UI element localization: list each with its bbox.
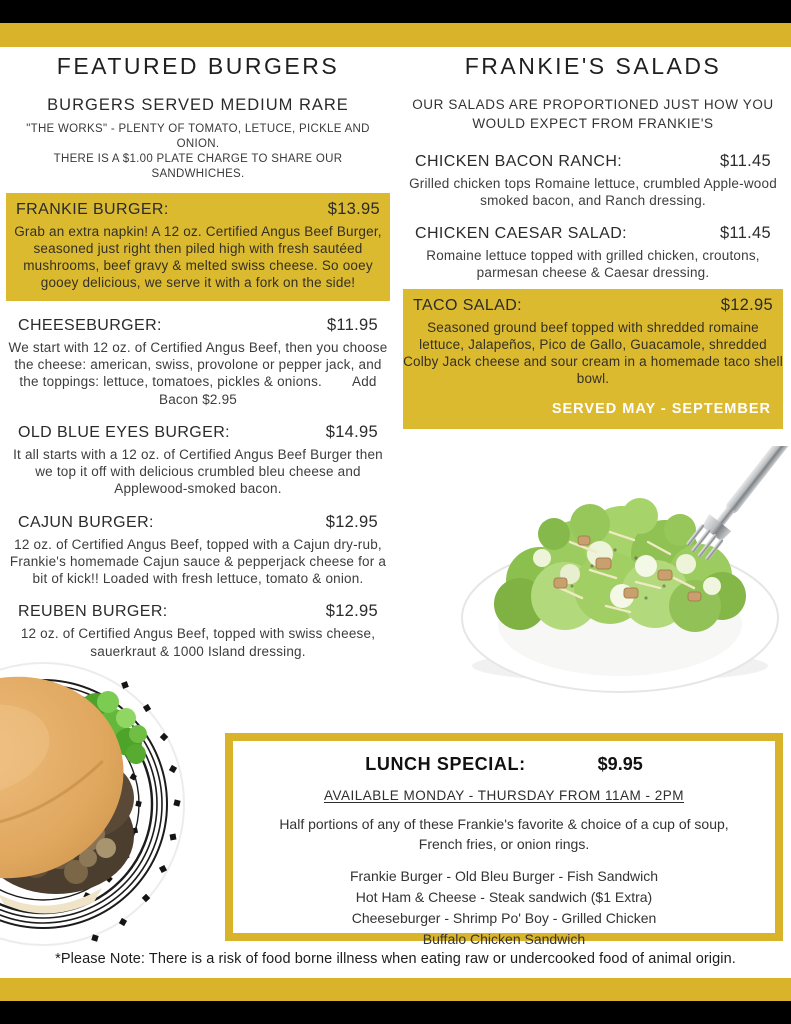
- item-header: [6, 602, 390, 621]
- featured-burgers-section: [6, 52, 390, 660]
- item-name: FRANKIE BURGER:: [16, 200, 169, 218]
- item-header: [6, 316, 390, 335]
- burgers-note-line1: "THE WORKS" - PLENTY OF TOMATO, LETUCE, PICKLE AND ONION.: [26, 122, 370, 150]
- food-safety-note: *Please Note: There is a risk of food borne illness when eating raw or undercooked food of animal origin.: [55, 951, 736, 967]
- item-price: $12.95: [720, 295, 773, 314]
- item-header: [6, 423, 390, 442]
- menu-item-frankie-burger: [6, 193, 390, 301]
- lunch-special-description: Half portions of any of these Frankie's favorite & choice of a cup of soup, French fries, or onion rings.: [279, 816, 729, 852]
- bottom-gold-bar: [0, 978, 791, 1001]
- item-price: $12.95: [325, 602, 378, 621]
- item-description: 12 oz. of Certified Angus Beef, topped with swiss cheese, sauerkraut & 1000 Island dressing.: [20, 626, 376, 659]
- item-name: CHICKEN BACON RANCH:: [415, 152, 623, 170]
- item-description: Romaine lettuce topped with grilled chicken, croutons, parmesan cheese & Caesar dressing.: [426, 248, 760, 281]
- top-black-bar: [0, 0, 791, 23]
- item-price: $11.45: [719, 151, 771, 170]
- item-description: Seasoned ground beef topped with shredded romaine lettuce, Jalapeños, Pico de Gallo, Guacamole, shredded Colby Jack cheese and sour cream in a homemade taco shell bowl.: [403, 319, 783, 387]
- lunch-special-header: [233, 754, 775, 775]
- lunch-special-availability: AVAILABLE MONDAY - THURSDAY FROM 11AM - 2PM: [323, 788, 685, 803]
- item-description-text: We start with 12 oz. of Certified Angus Beef, then you choose the cheese: american, swiss, provolone or pepper jack, and the toppings: lettuce, tomatoes, pickles & onions.: [8, 339, 388, 390]
- item-price: $13.95: [327, 199, 380, 218]
- menu-item-cheeseburger: [6, 316, 390, 408]
- menu-item-chicken-bacon-ranch: [403, 152, 783, 210]
- item-price: $12.95: [325, 512, 378, 531]
- burgers-subtitle: BURGERS SERVED MEDIUM RARE: [47, 95, 349, 114]
- item-header: [403, 152, 783, 171]
- item-price: $11.95: [326, 315, 378, 334]
- item-name: TACO SALAD:: [413, 296, 523, 314]
- item-header: [403, 296, 783, 315]
- salads-subtitle: OUR SALADS ARE PROPORTIONED JUST HOW YOU WOULD EXPECT FROM FRANKIE'S: [412, 96, 774, 131]
- lunch-special-box: [225, 733, 783, 947]
- top-gold-bar: [0, 23, 791, 47]
- menu-item-old-blue-eyes-burger: [6, 423, 390, 498]
- menu-item-chicken-caesar-salad: [403, 224, 783, 282]
- menu-item-cajun-burger: [6, 513, 390, 588]
- item-name: CAJUN BURGER:: [18, 513, 154, 531]
- item-name: REUBEN BURGER:: [18, 603, 168, 621]
- item-description: It all starts with a 12 oz. of Certified Angus Beef Burger then we top it off with delicious crumbled bleu cheese and Applewood-smoked bacon.: [13, 446, 383, 497]
- lunch-special-title: LUNCH SPECIAL:: [365, 754, 526, 774]
- item-name: OLD BLUE EYES BURGER:: [18, 423, 231, 441]
- add-bacon-note: Add Bacon $2.95: [158, 374, 377, 407]
- lunch-option-line: Buffalo Chicken Sandwich: [422, 930, 586, 947]
- item-price: $14.95: [325, 422, 378, 441]
- item-description: Grab an extra napkin! A 12 oz. Certified Angus Beef Burger, seasoned just right then piled high with fresh sautéed mushrooms, beef gravy & melted swiss cheese. So ooey gooey delicious, we serve it with a fork on the side!: [14, 223, 382, 291]
- mushroom-burger-photo: [0, 658, 200, 950]
- frankies-salads-section: [403, 52, 783, 429]
- caesar-salad-photo: [450, 446, 791, 704]
- burgers-note: [6, 122, 390, 183]
- item-description: 12 oz. of Certified Angus Beef, topped with a Cajun dry-rub, Frankie's homemade Cajun sauce & pepperjack cheese for a bit of kick!! Loaded with fresh lettuce, tomato & onion.: [9, 536, 387, 587]
- bottom-black-bar: [0, 1001, 791, 1024]
- item-name: CHEESEBURGER:: [18, 316, 162, 334]
- seasonal-badge: SERVED MAY - SEPTEMBER: [551, 400, 771, 417]
- item-header: [403, 224, 783, 243]
- item-name: CHICKEN CAESAR SALAD:: [415, 225, 628, 243]
- lunch-special-price: $9.95: [597, 754, 643, 774]
- item-header: [6, 200, 390, 219]
- lunch-option-line: Hot Ham & Cheese - Steak sandwich ($1 Extra): [355, 888, 653, 905]
- salads-title: FRANKIE'S SALADS: [464, 53, 722, 79]
- lunch-special-options: [233, 866, 775, 950]
- lunch-option-line: Frankie Burger - Old Bleu Burger - Fish Sandwich: [349, 867, 659, 884]
- menu-item-reuben-burger: [6, 602, 390, 660]
- burgers-title: FEATURED BURGERS: [56, 53, 340, 79]
- item-header: [6, 513, 390, 532]
- item-description: [6, 339, 390, 408]
- lunch-option-line: Cheeseburger - Shrimp Po' Boy - Grilled Chicken: [351, 909, 657, 926]
- burgers-note-line2: THERE IS A $1.00 PLATE CHARGE TO SHARE OUR SANDWHICHES.: [53, 153, 343, 181]
- menu-item-taco-salad: [403, 289, 783, 429]
- item-description: Grilled chicken tops Romaine lettuce, crumbled Apple-wood smoked bacon, and Ranch dressing.: [409, 175, 777, 208]
- item-price: $11.45: [719, 224, 771, 243]
